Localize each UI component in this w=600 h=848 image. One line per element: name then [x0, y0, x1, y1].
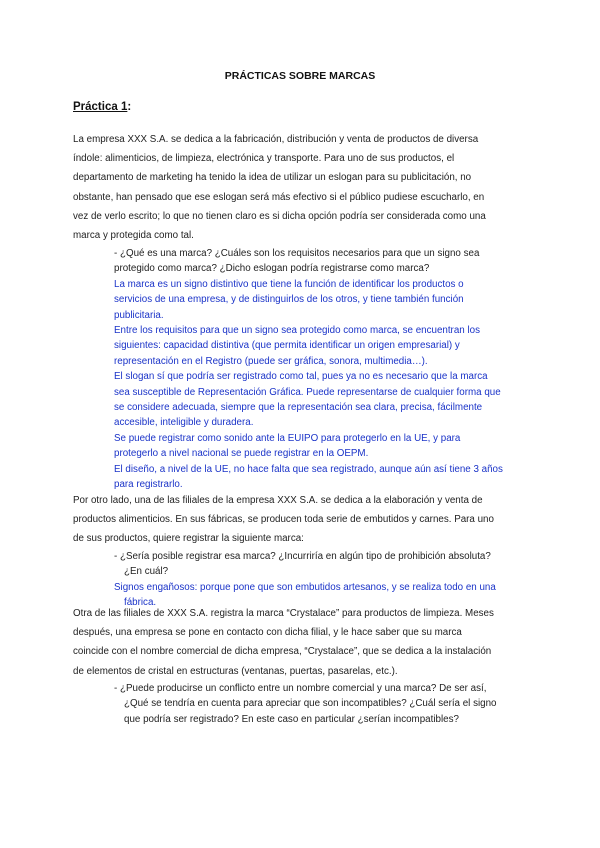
answer-line: sea susceptible de Representación Gráfica. Puede representarse de cualquier forma que — [114, 386, 501, 398]
answer-line: Signos engañosos: porque pone que son embutidos artesanos, y se realiza todo en una — [114, 581, 496, 593]
intro-line: La empresa XXX S.A. se dedica a la fabricación, distribución y venta de productos de diversa — [73, 134, 479, 145]
intro-line: marca y protegida como tal. — [73, 230, 194, 242]
answer-line: representación en el Registro (puede ser gráfica, sonora, multimedia…). — [114, 355, 428, 367]
question-line: ¿En cuál? — [124, 566, 169, 578]
question-answer-block-1 — [114, 246, 534, 493]
crystalace-line: coincide con el nombre comercial de dicha empresa, “Crystalace”, que se dedica a la instalación — [73, 646, 492, 658]
question-line: - ¿Qué es una marca? ¿Cuáles son los requisitos necesarios para que un signo sea — [114, 248, 480, 259]
question-line: - ¿Puede producirse un conflicto entre un nombre comercial y una marca? De ser así, — [114, 683, 487, 694]
crystalace-paragraph — [73, 604, 533, 681]
answer-line: siguientes: capacidad distintiva (que permita identificar un origen empresarial) y — [114, 340, 460, 352]
answer-line: para registrarlo. — [114, 479, 183, 491]
answer-line: Se puede registrar como sonido ante la EUIPO para protegerlo en la UE, y para — [114, 432, 461, 444]
filial-paragraph — [73, 491, 533, 549]
answer-line: accesible, inteligible y duradera. — [114, 417, 254, 429]
question-answer-block-2 — [114, 549, 534, 611]
filial-line: productos alimenticios. En sus fábricas, se producen toda serie de embutidos y carnes. Para uno — [73, 514, 494, 526]
crystalace-line: de elementos de cristal en estructuras (ventanas, puertas, pasarelas, etc.). — [73, 665, 398, 677]
answer-line: fábrica. — [124, 597, 157, 609]
question-line: ¿Qué se tendría en cuenta para apreciar que son incompatibles? ¿Cuál sería el signo — [124, 698, 497, 710]
answer-line: Entre los requisitos para que un signo sea protegido como marca, se encuentran los — [114, 325, 480, 337]
practice-heading — [73, 101, 131, 113]
question-line: - ¿Sería posible registrar esa marca? ¿Incurriría en algún tipo de prohibición absoluta? — [114, 551, 491, 562]
intro-line: índole: alimenticios, de limpieza, electrónica y transporte. Para uno de sus productos, el — [73, 153, 455, 165]
filial-line: Por otro lado, una de las filiales de la empresa XXX S.A. se dedica a la elaboración y venta de — [73, 495, 483, 506]
crystalace-line: después, una empresa se pone en contacto con dicha filial, y le hace saber que su marca — [73, 627, 462, 639]
answer-line: La marca es un signo distintivo que tiene la función de identificar los productos o — [114, 278, 464, 290]
answer-line: se considere adecuada, siempre que la representación sea clara, precisa, fácilmente — [114, 402, 483, 414]
answer-line: servicios de una empresa, y de distinguirlos de los otros, y tiene también función — [114, 294, 464, 306]
intro-line: vez de verlo escrito; lo que no tienen claro es si dicha opción podría ser considerada como una — [73, 210, 486, 222]
practice-label: Práctica 1 — [73, 101, 128, 113]
question-line: protegido como marca? ¿Dicho eslogan podría registrarse como marca? — [114, 263, 430, 275]
answer-line: El diseño, a nivel de la UE, no hace falta que sea registrado, aunque aún así tiene 3 años — [114, 463, 503, 475]
crystalace-line: Otra de las filiales de XXX S.A. registra la marca “Crystalace” para productos de limpieza. Meses — [73, 608, 494, 619]
intro-line: obstante, han pensado que ese eslogan será más efectivo si el público pudiese escucharlo, en — [73, 191, 485, 203]
document-title: PRÁCTICAS SOBRE MARCAS — [224, 70, 376, 82]
answer-line: El slogan sí que podría ser registrado como tal, pues ya no es necesario que la marca — [114, 371, 488, 383]
practice-colon: : — [127, 101, 132, 113]
answer-line: protegerlo a nivel nacional se puede registrar en la OEPM. — [114, 448, 369, 460]
question-block-3 — [114, 681, 534, 727]
intro-paragraph — [73, 130, 533, 245]
answer-line: publicitaria. — [114, 309, 164, 321]
filial-line: de sus productos, quiere registrar la siguiente marca: — [73, 533, 304, 545]
intro-line: departamento de marketing ha tenido la idea de utilizar un eslogan para su publicitación, no — [73, 172, 472, 184]
question-line: que podría ser registrado? En este caso en particular ¿serían incompatibles? — [124, 713, 459, 725]
